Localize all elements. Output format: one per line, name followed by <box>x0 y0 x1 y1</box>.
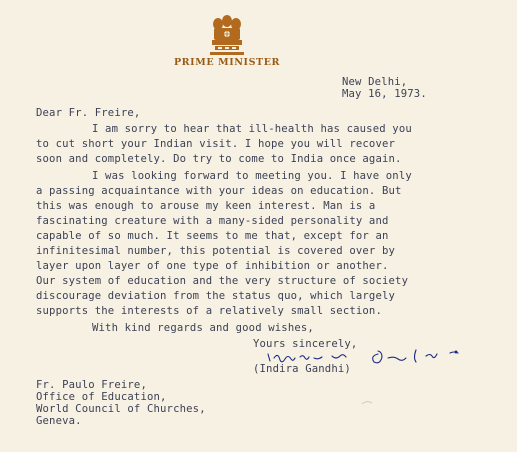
body-line: soon and completely. Do try to come to India once again. <box>36 153 402 165</box>
place-line: New Delhi, <box>342 76 408 88</box>
date-line: May 16, 1973. <box>342 88 427 100</box>
signatory-name: (Indira Gandhi) <box>253 363 351 375</box>
address-line: Geneva. <box>36 415 82 427</box>
body-line: infinitesimal number, this potential is covered over by <box>36 245 396 257</box>
body-line: a passing acquaintance with your ideas on education. But <box>36 185 402 197</box>
body-line: discourage deviation from the status quo, which largely <box>36 290 396 302</box>
letterhead-title: PRIME MINISTER <box>173 57 281 68</box>
body-line: Our system of education and the very structure of society <box>36 275 409 287</box>
body-line: With kind regards and good wishes, <box>92 322 314 334</box>
body-line: layer upon layer of one type of inhibition or another. <box>36 260 389 272</box>
body-line: capable of so much. It seems to me that, except for an <box>36 230 389 242</box>
body-line: I was looking forward to meeting you. I have only <box>92 170 412 182</box>
salutation: Dear Fr. Freire, <box>36 107 141 119</box>
address-line: World Council of Churches, <box>36 403 206 415</box>
pencil-mark-icon <box>360 398 376 408</box>
address-line: Fr. Paulo Freire, <box>36 379 147 391</box>
body-line: I am sorry to hear that ill-health has caused you <box>92 123 412 135</box>
address-line: Office of Education, <box>36 391 167 403</box>
closing-line: Yours sincerely, <box>253 338 358 350</box>
state-emblem-icon <box>204 13 250 59</box>
body-line: fascinating creature with a many-sided personality and <box>36 215 389 227</box>
body-line: to cut short your Indian visit. I hope you will recover <box>36 138 396 150</box>
body-line: supports the interests of a relatively small section. <box>36 305 382 317</box>
body-line: this was enough to arouse my keen interest. Man is a <box>36 200 376 212</box>
